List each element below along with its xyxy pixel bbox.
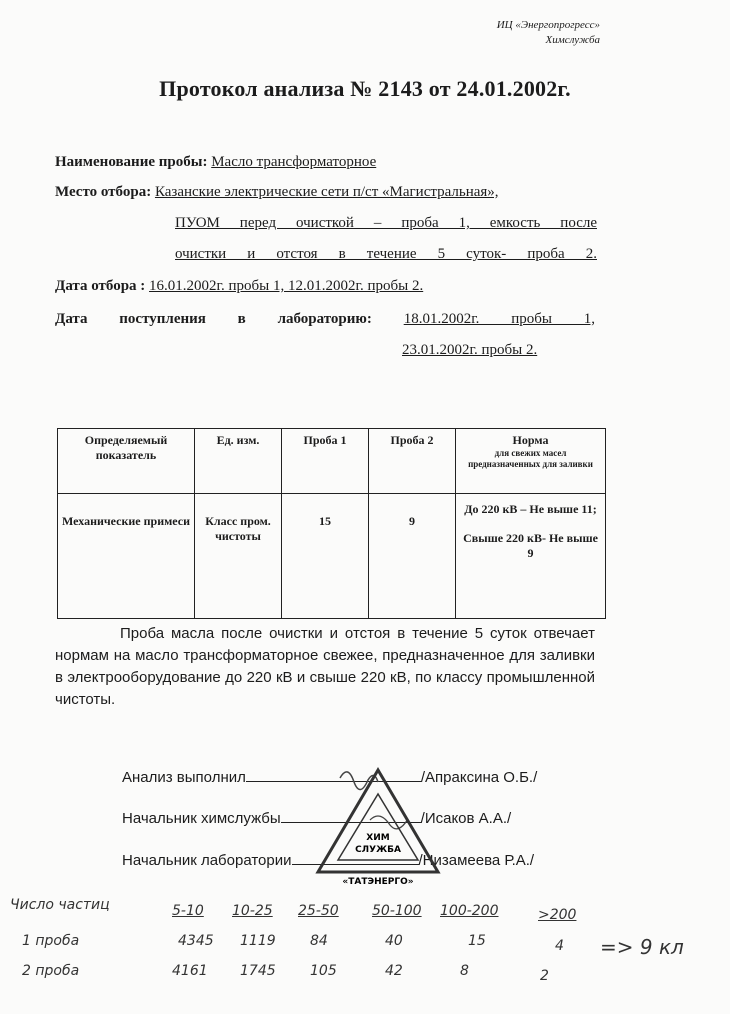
handwritten-value: 8 [460,963,469,979]
stamp-outer-triangle [318,770,438,872]
handwritten-range: 10-25 [232,903,273,919]
conclusion-text: Проба масла после очистки и отстоя в течение 5 суток отвечает нормам на масло трансформаторное свежее, предназначенное для заливки в электрооборудование до 220 кВ и свыше 220 кВ, по классу промышленной чистоты. [55,625,595,708]
cell-unit: Класс пром. чистоты [195,494,282,619]
handwritten-value: 2 [540,968,549,984]
results-table [57,428,606,619]
handwritten-row-label: 1 проба [22,933,80,949]
norm-up-to-220: До 220 кВ – Не выше 11; [464,502,597,516]
handwritten-result: => 9 кл [600,935,684,959]
handwritten-range: 5-10 [172,903,204,919]
stamp-text-bottom: «ТАТЭНЕРГО» [342,877,414,887]
sample-place-label: Место отбора: [55,184,152,200]
cell-sample2: 9 [369,494,456,619]
norm-header-title: Норма [512,433,549,447]
col-indicator-header: Определяемый показатель [58,429,195,494]
handwritten-value: 4 [555,938,564,954]
signature-person: /Низамеева Р.А./ [418,852,535,869]
sample-place-line1: Казанские электрические сети п/ст «Магистральная», [154,184,499,200]
sample-place-line3: очистки и отстоя в течение 5 суток- проба 2. [175,246,597,262]
sample-name-value: Масло трансформаторное [211,154,377,170]
stamp-text-mid: СЛУЖБА [355,845,401,855]
col-unit-header: Ед. изм. [195,429,282,494]
signature-role: Начальник химслужбы [122,810,281,827]
handwritten-value: 1119 [240,933,276,949]
cell-indicator: Механические примеси [58,494,195,619]
document-title: Протокол анализа № 2143 от 24.01.2002г. [159,76,571,101]
handwritten-value: 1745 [240,963,276,979]
stamp-text-top: ХИМ [366,833,390,843]
sample-date-row [55,276,423,296]
handwritten-value: 105 [310,963,337,979]
handwritten-range: 25-50 [298,903,339,919]
sample-date-value: 16.01.2002г. пробы 1, 12.01.2002г. пробы 2. [149,278,424,294]
signature-person: /Исаков А.А./ [420,810,512,827]
sample-place-row [55,182,499,202]
col-sample2-header: Проба 2 [369,429,456,494]
handwritten-value: 40 [385,933,403,949]
signature-role: Начальник лаборатории [122,852,292,869]
norm-over-220: Свыше 220 кВ- Не выше 9 [463,531,598,560]
handwritten-label: Число частиц [10,897,110,913]
org-header [497,18,600,48]
col-sample1-header: Проба 1 [282,429,369,494]
table-row [58,494,606,619]
handwritten-value: 84 [310,933,328,949]
cell-norm [456,494,606,619]
handwritten-value: 4161 [172,963,208,979]
org-department: Химслужба [545,34,600,46]
handwritten-row-label: 2 проба [22,963,80,979]
signature-role: Анализ выполнил [122,769,246,786]
received-line2: 23.01.2002г. пробы 2. [402,342,538,358]
org-name: ИЦ «Энергопрогресс» [496,19,600,31]
norm-header-subtitle: для свежих масел предназначенных для заливки [468,448,593,469]
signature-scribble [370,816,408,829]
received-line1: 18.01.2002г. пробы 1, [403,311,595,327]
handwritten-value: 4345 [178,933,214,949]
handwritten-value: 42 [385,963,403,979]
handwritten-range: 100-200 [440,903,499,919]
sample-place-line2: ПУОМ перед очисткой – проба 1, емкость после [175,215,597,231]
official-stamp [300,760,460,890]
handwritten-range: 50-100 [372,903,422,919]
handwritten-value: 15 [468,933,486,949]
table-header-row [58,429,606,494]
col-norm-header [456,429,606,494]
cell-sample1: 15 [282,494,369,619]
received-row [55,309,595,329]
received-label: Дата поступления в лабораторию: [55,311,372,327]
handwritten-range: >200 [538,907,577,923]
sample-name-row [55,152,376,172]
signature-person: /Апраксина О.Б./ [420,769,538,786]
conclusion-paragraph [55,623,595,711]
sample-name-label: Наименование пробы: [55,154,208,170]
sample-date-label: Дата отбора : [55,278,146,294]
